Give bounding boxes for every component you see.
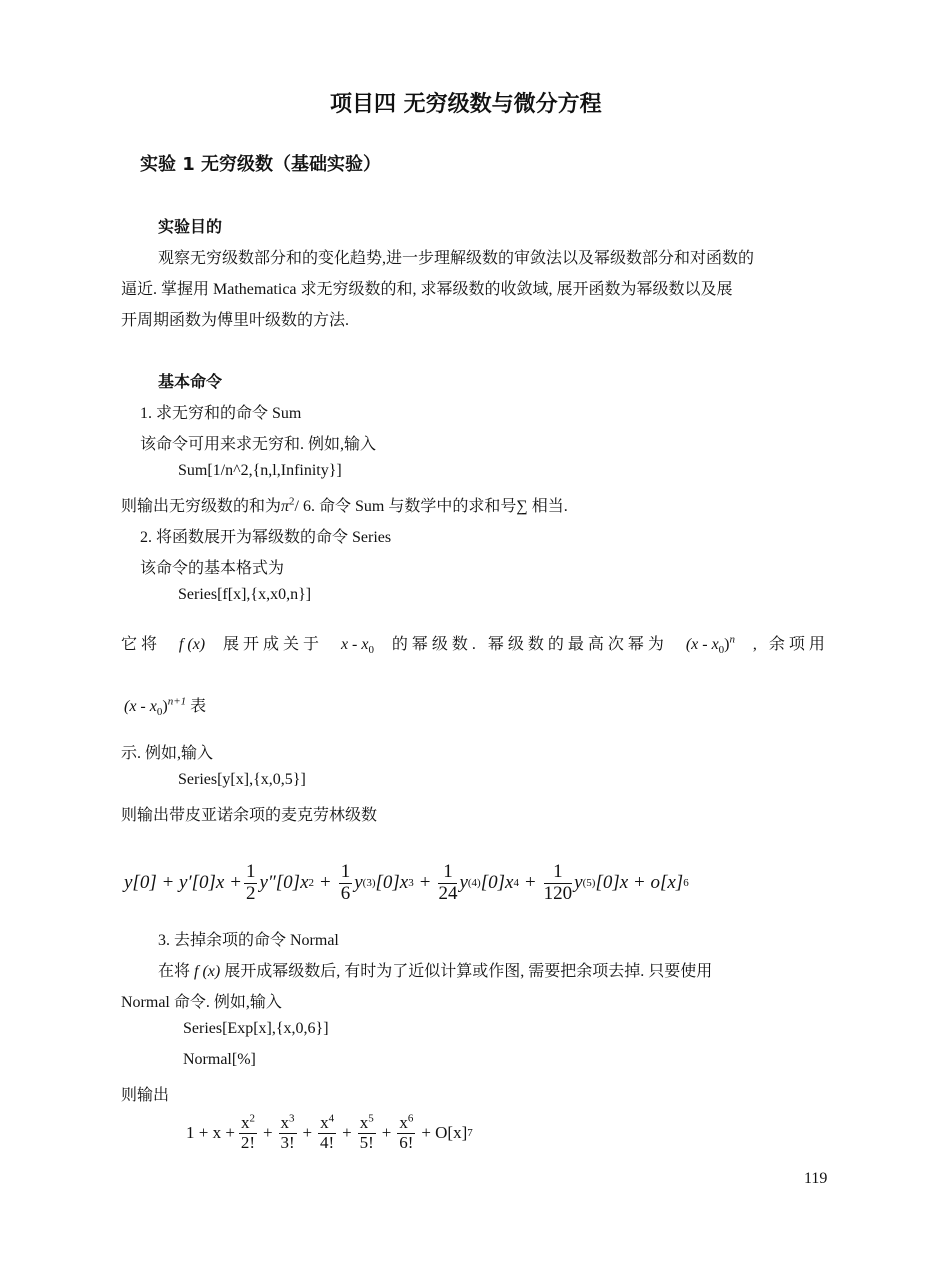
experiment-heading: 实验 1 无穷级数（基础实验） [140,154,382,175]
purpose-line-1: 观察无穷级数部分和的变化趋势,进一步理解级数的审敛法以及幂级数部分和对函数的 [158,250,755,267]
item2-code: Series[f[x],{x,x0,n}] [178,586,312,603]
item1-title: 1. 求无穷和的命令 Sum [140,405,302,422]
remainder-line [124,693,207,719]
item2-p3: 的幂级数. 幂级数的最高次幂为 [391,636,668,653]
remainder-word: 表 [190,698,207,715]
item3-line2: Normal 命令. 例如,输入 [121,994,282,1011]
remainder-expression: $(x - x_0)^{n+1}$ [124,695,187,719]
commands-heading: 基本命令 [158,372,223,391]
item3-code2: Normal[%] [183,1051,256,1068]
item2-p4: , 余项用 [752,636,829,653]
fraction-1-24: $\frac{1}{24}$ [438,861,458,904]
item2-p1: 它将 [121,636,162,653]
fraction-1-6: $\frac{1}{6}$ [340,861,351,904]
page-title: 项目四 无穷级数与微分方程 [330,92,602,117]
fx-expression-2: f (x) [194,963,221,980]
item2-p2: 展开成关于 [223,636,324,653]
purpose-heading: 实验目的 [158,217,223,236]
purpose-line-3: 开周期函数为傅里叶级数的方法. [121,312,350,329]
item3-output: 则输出 [121,1087,170,1104]
x-minus-x0: x - $x_0$ [340,636,374,657]
item2-code2: Series[y[x],{x,0,5}] [178,771,306,788]
item1-desc: 该命令可用来求无穷和. 例如,输入 [140,436,377,453]
fx-expression: f (x) [178,636,206,653]
maclaurin-series: y[0] + y′[0]x + $\frac{1}{2}$ y″[0]x 2 + $\frac{1}{6}$ y (3) [0]x 3 + $\frac{1}{24}$ y (4) [0]x 4 + $\frac{1}{120}$ y (5) [0]x + o[x] 6 [124,861,689,904]
item2-cont: 示. 例如,输入 [121,745,214,762]
item2-paragraph [121,631,829,657]
fraction-x5: $\frac{x^5}{5!}$ [359,1112,374,1152]
item2-desc: 该命令的基本格式为 [140,560,285,577]
item3-code1: Series[Exp[x],{x,0,6}] [183,1020,329,1037]
power-expression: $(x - x_0)^n$ [685,633,735,657]
pi-exponent: 2 [289,495,295,508]
item1-output [121,493,568,516]
item2-title: 2. 将函数展开为幂级数的命令 Series [140,529,392,546]
exp-series: 1 + x + $\frac{x^2}{2!}$ + $\frac{x^3}{3!}$ + $\frac{x^4}{4!}$ + $\frac{x^5}{5!}$ + $\frac{x^6}{6!}$ + O[x] 7 [186,1112,473,1152]
pi-symbol: π [281,498,290,515]
fraction-x4: $\frac{x^4}{4!}$ [320,1112,335,1152]
item1-out-div: / 6. [294,498,315,515]
page-number: 119 [804,1170,828,1187]
item2-output: 则输出带皮亚诺余项的麦克劳林级数 [121,807,378,824]
fraction-x6: $\frac{x^6}{6!}$ [399,1112,414,1152]
item1-out-suffix: 命令 Sum 与数学中的求和号∑ 相当. [314,498,568,515]
fraction-x3: $\frac{x^3}{3!}$ [280,1112,295,1152]
item3-title: 3. 去掉余项的命令 Normal [158,932,339,949]
fraction-1-120: $\frac{1}{120}$ [543,861,573,904]
item3-paragraph: 在将 f (x) 展开成幂级数后, 有时为了近似计算或作图, 需要把余项去掉. 只要使用 [158,963,713,980]
fraction-x2: $\frac{x^2}{2!}$ [240,1112,256,1152]
item1-out-prefix: 则输出无穷级数的和为 [121,498,282,515]
item1-code: Sum[1/n^2,{n,l,Infinity}] [178,462,342,479]
purpose-line-2: 逼近. 掌握用 Mathematica 求无穷级数的和, 求幂级数的收敛域, 展开函数为幂级数以及展 [121,281,733,298]
fraction-1-2: $\frac{1}{2}$ [245,861,256,904]
